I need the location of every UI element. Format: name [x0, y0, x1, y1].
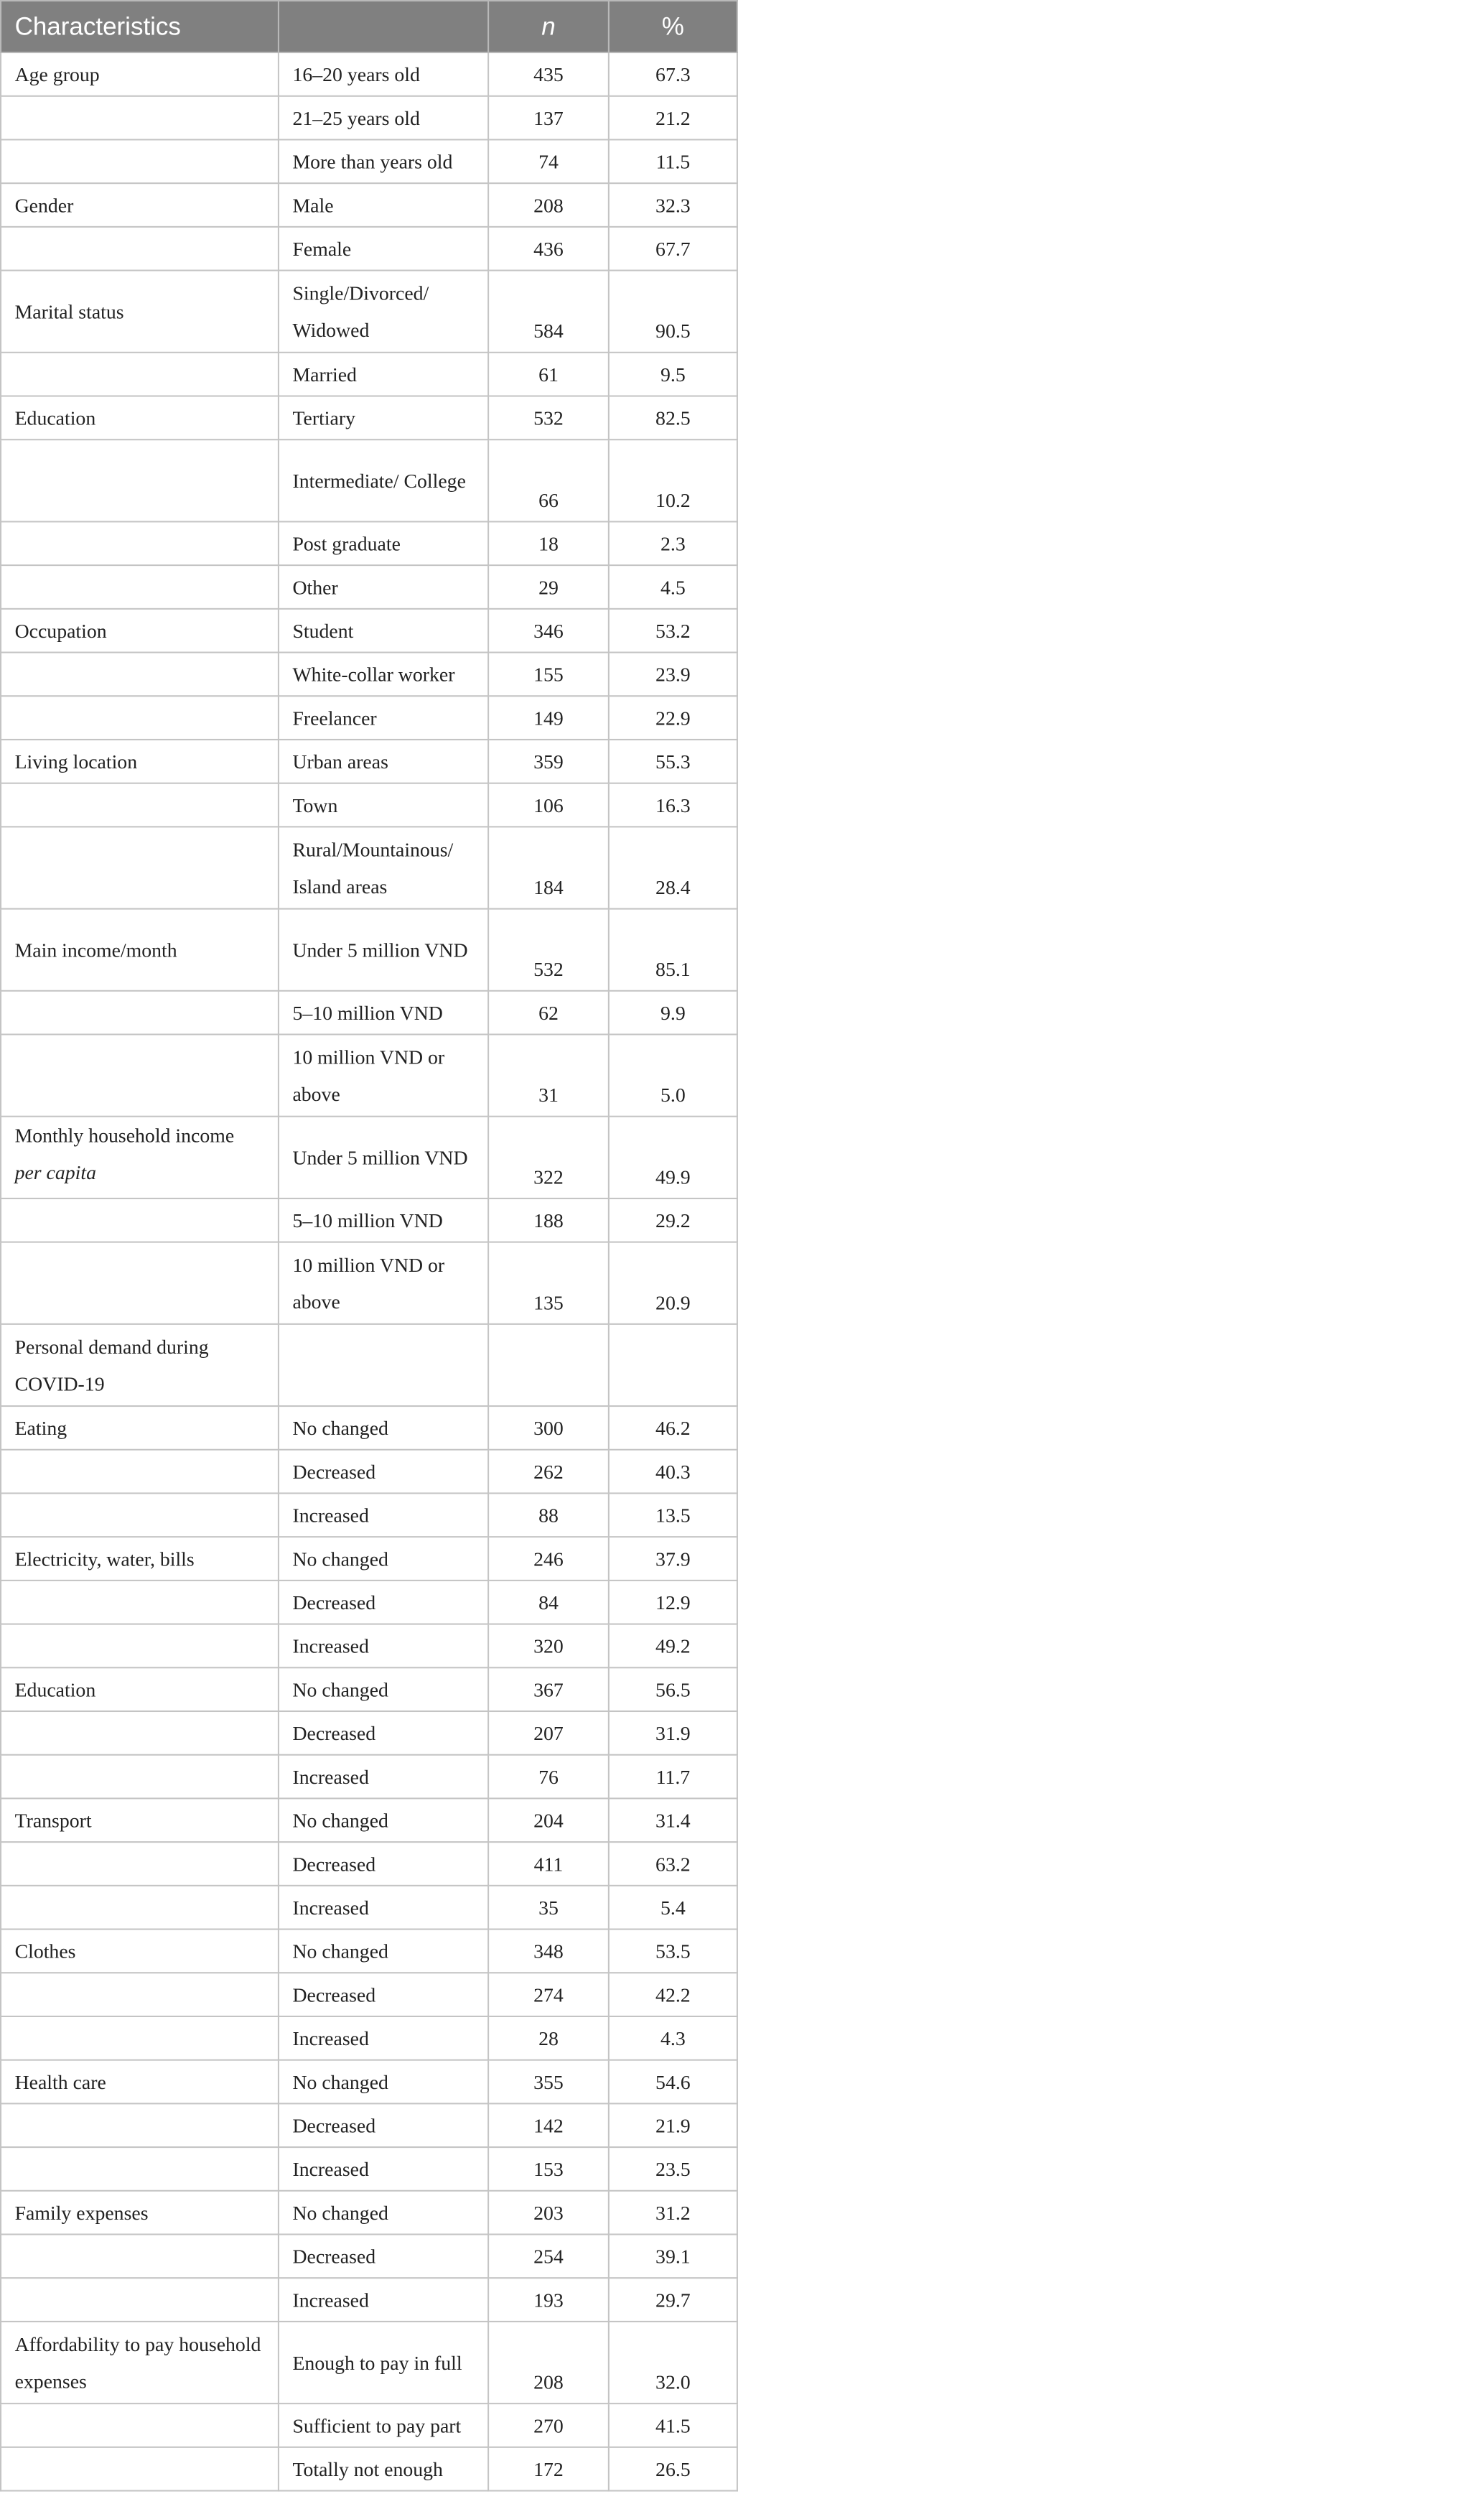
- characteristic-cell: [1, 653, 279, 697]
- percent-cell: 16.3: [609, 783, 737, 827]
- characteristic-cell: [1, 1973, 279, 2016]
- percent-cell: 67.3: [609, 52, 737, 96]
- table-row: [1, 696, 737, 740]
- table-row: [1, 2234, 737, 2278]
- characteristic-cell: [1, 565, 279, 609]
- percent-cell: 90.5: [609, 271, 737, 353]
- characteristic-cell: Family expenses: [1, 2191, 279, 2235]
- characteristic-cell: [1, 521, 279, 565]
- category-cell: Male: [279, 183, 488, 227]
- category-cell: Intermediate/ College: [279, 439, 488, 521]
- percent-cell: 32.3: [609, 183, 737, 227]
- percent-cell: 4.5: [609, 565, 737, 609]
- table-row: [1, 1755, 737, 1799]
- n-cell: 88: [488, 1493, 609, 1537]
- n-cell: 135: [488, 1242, 609, 1324]
- category-cell: More than years old: [279, 139, 488, 183]
- category-cell: Increased: [279, 1755, 488, 1799]
- category-cell: 10 million VND or above: [279, 1242, 488, 1324]
- characteristic-cell: Transport: [1, 1798, 279, 1842]
- percent-cell: 20.9: [609, 1242, 737, 1324]
- table-row: [1, 2147, 737, 2191]
- category-cell: No changed: [279, 2191, 488, 2235]
- characteristic-cell: Eating: [1, 1406, 279, 1450]
- table-row: [1, 1973, 737, 2016]
- table-row: [1, 2103, 737, 2147]
- table-row: [1, 271, 737, 353]
- n-cell: 584: [488, 271, 609, 353]
- percent-cell: 4.3: [609, 2016, 737, 2060]
- n-cell: 106: [488, 783, 609, 827]
- percent-cell: 11.7: [609, 1755, 737, 1799]
- n-cell: 35: [488, 1886, 609, 1930]
- n-cell: 355: [488, 2060, 609, 2104]
- percent-cell: 2.3: [609, 521, 737, 565]
- table-row: [1, 740, 737, 783]
- n-cell: [488, 1324, 609, 1406]
- percent-cell: 49.9: [609, 1117, 737, 1199]
- percent-cell: 46.2: [609, 1406, 737, 1450]
- percent-cell: 23.9: [609, 653, 737, 697]
- characteristic-cell: [1, 2147, 279, 2191]
- header-n: n: [488, 1, 609, 52]
- table-row: [1, 1242, 737, 1324]
- table-row: [1, 1711, 737, 1755]
- characteristic-cell: Clothes: [1, 1930, 279, 1973]
- characteristic-cell: [1, 1493, 279, 1537]
- category-cell: No changed: [279, 1537, 488, 1581]
- category-cell: Other: [279, 565, 488, 609]
- percent-cell: 9.5: [609, 353, 737, 396]
- table-row: [1, 396, 737, 440]
- percent-cell: 67.7: [609, 227, 737, 271]
- n-cell: 367: [488, 1667, 609, 1711]
- n-cell: 29: [488, 565, 609, 609]
- table-header: [1, 1, 737, 52]
- percent-cell: 31.2: [609, 2191, 737, 2235]
- table-row: [1, 2060, 737, 2104]
- characteristic-cell: [1, 1117, 279, 1199]
- table-row: [1, 991, 737, 1035]
- percent-cell: 55.3: [609, 740, 737, 783]
- percent-cell: 54.6: [609, 2060, 737, 2104]
- category-cell: Increased: [279, 1886, 488, 1930]
- n-cell: 149: [488, 696, 609, 740]
- n-cell: 532: [488, 909, 609, 991]
- category-cell: 5–10 million VND: [279, 1199, 488, 1242]
- category-cell: Rural/Mountainous/ Island areas: [279, 827, 488, 908]
- characteristic-cell: [1, 96, 279, 140]
- table-row: [1, 353, 737, 396]
- characteristic-cell: [1, 139, 279, 183]
- category-cell: Tertiary: [279, 396, 488, 440]
- category-cell: 5–10 million VND: [279, 991, 488, 1035]
- n-cell: 142: [488, 2103, 609, 2147]
- category-cell: Urban areas: [279, 740, 488, 783]
- characteristic-label: Monthly household income: [14, 1125, 235, 1147]
- n-cell: 84: [488, 1581, 609, 1624]
- category-cell: Under 5 million VND: [279, 909, 488, 991]
- characteristic-cell: [1, 696, 279, 740]
- characteristic-cell: Personal demand during COVID-19: [1, 1324, 279, 1406]
- n-cell: 346: [488, 609, 609, 653]
- n-cell: 62: [488, 991, 609, 1035]
- characteristic-cell: Education: [1, 1667, 279, 1711]
- n-cell: 300: [488, 1406, 609, 1450]
- header-subcategory: [279, 1, 488, 52]
- header-row: [1, 1, 737, 52]
- n-cell: 411: [488, 1842, 609, 1886]
- table-row: [1, 1117, 737, 1199]
- percent-cell: 53.2: [609, 609, 737, 653]
- n-cell: 322: [488, 1117, 609, 1199]
- characteristic-cell: [1, 2403, 279, 2447]
- category-cell: Post graduate: [279, 521, 488, 565]
- n-cell: 193: [488, 2278, 609, 2322]
- table-body: [1, 52, 737, 2490]
- n-cell: 61: [488, 353, 609, 396]
- category-cell: Increased: [279, 2016, 488, 2060]
- percent-cell: 21.9: [609, 2103, 737, 2147]
- category-cell: Single/Divorced/ Widowed: [279, 271, 488, 353]
- characteristic-cell: [1, 1242, 279, 1324]
- percent-cell: 37.9: [609, 1537, 737, 1581]
- table-row: [1, 439, 737, 521]
- category-cell: No changed: [279, 1930, 488, 1973]
- table-row: [1, 183, 737, 227]
- table-row: [1, 1624, 737, 1668]
- category-cell: No changed: [279, 1406, 488, 1450]
- characteristic-cell: [1, 1450, 279, 1494]
- percent-cell: 23.5: [609, 2147, 737, 2191]
- category-cell: 10 million VND or above: [279, 1035, 488, 1117]
- table-row: [1, 1667, 737, 1711]
- table-row: [1, 1324, 737, 1406]
- percent-cell: 41.5: [609, 2403, 737, 2447]
- n-cell: 359: [488, 740, 609, 783]
- n-cell: 31: [488, 1035, 609, 1117]
- percent-cell: 9.9: [609, 991, 737, 1035]
- table-row: [1, 1930, 737, 1973]
- percent-cell: 5.4: [609, 1886, 737, 1930]
- characteristic-cell: [1, 1581, 279, 1624]
- characteristic-cell: Health care: [1, 2060, 279, 2104]
- n-cell: 320: [488, 1624, 609, 1668]
- table-row: [1, 565, 737, 609]
- table-row: [1, 2191, 737, 2235]
- characteristic-cell: [1, 2234, 279, 2278]
- percent-cell: 26.5: [609, 2447, 737, 2491]
- characteristic-cell: [1, 2278, 279, 2322]
- table-row: [1, 1842, 737, 1886]
- n-cell: 203: [488, 2191, 609, 2235]
- table-row: [1, 521, 737, 565]
- table-row: [1, 783, 737, 827]
- percent-cell: 49.2: [609, 1624, 737, 1668]
- percent-cell: 29.2: [609, 1199, 737, 1242]
- characteristic-cell: [1, 353, 279, 396]
- characteristic-cell: Main income/month: [1, 909, 279, 991]
- percent-cell: 28.4: [609, 827, 737, 908]
- category-cell: Under 5 million VND: [279, 1117, 488, 1199]
- category-cell: 21–25 years old: [279, 96, 488, 140]
- percent-cell: 32.0: [609, 2322, 737, 2403]
- n-cell: 137: [488, 96, 609, 140]
- category-cell: Female: [279, 227, 488, 271]
- characteristic-cell: Marital status: [1, 271, 279, 353]
- table-row: [1, 139, 737, 183]
- table-row: [1, 909, 737, 991]
- percent-cell: 13.5: [609, 1493, 737, 1537]
- category-cell: Increased: [279, 2278, 488, 2322]
- characteristic-cell: Living location: [1, 740, 279, 783]
- n-cell: 74: [488, 139, 609, 183]
- characteristic-cell: [1, 1755, 279, 1799]
- table-row: [1, 2447, 737, 2491]
- percent-cell: 42.2: [609, 1973, 737, 2016]
- percent-cell: 85.1: [609, 909, 737, 991]
- characteristic-cell: Affordability to pay household expenses: [1, 2322, 279, 2403]
- n-cell: 66: [488, 439, 609, 521]
- percent-cell: 5.0: [609, 1035, 737, 1117]
- characteristic-cell: [1, 1842, 279, 1886]
- table-row: [1, 1886, 737, 1930]
- characteristic-cell: Electricity, water, bills: [1, 1537, 279, 1581]
- percent-cell: 63.2: [609, 1842, 737, 1886]
- table-row: [1, 2016, 737, 2060]
- category-cell: Decreased: [279, 1711, 488, 1755]
- table-row: [1, 1493, 737, 1537]
- characteristic-cell: [1, 2447, 279, 2491]
- percent-cell: 22.9: [609, 696, 737, 740]
- characteristic-cell: [1, 783, 279, 827]
- n-cell: 246: [488, 1537, 609, 1581]
- category-cell: Sufficient to pay part: [279, 2403, 488, 2447]
- category-cell: Increased: [279, 1493, 488, 1537]
- table-row: [1, 1798, 737, 1842]
- n-cell: 270: [488, 2403, 609, 2447]
- characteristic-cell: [1, 2016, 279, 2060]
- category-cell: Student: [279, 609, 488, 653]
- table-row: [1, 1537, 737, 1581]
- n-cell: 348: [488, 1930, 609, 1973]
- table-row: [1, 653, 737, 697]
- characteristic-cell: [1, 1199, 279, 1242]
- percent-cell: 29.7: [609, 2278, 737, 2322]
- table-row: [1, 1199, 737, 1242]
- category-cell: Town: [279, 783, 488, 827]
- table-row: [1, 2322, 737, 2403]
- characteristic-cell: Occupation: [1, 609, 279, 653]
- n-cell: 204: [488, 1798, 609, 1842]
- characteristics-table: [0, 0, 738, 2492]
- category-cell: No changed: [279, 1798, 488, 1842]
- characteristic-label-italic: per capita: [14, 1161, 97, 1184]
- n-cell: 436: [488, 227, 609, 271]
- category-cell: Decreased: [279, 2103, 488, 2147]
- category-cell: Decreased: [279, 1973, 488, 2016]
- characteristic-cell: [1, 1624, 279, 1668]
- category-cell: No changed: [279, 1667, 488, 1711]
- characteristic-cell: [1, 1886, 279, 1930]
- n-cell: 28: [488, 2016, 609, 2060]
- category-cell: Totally not enough: [279, 2447, 488, 2491]
- header-characteristics: Characteristics: [1, 1, 279, 52]
- category-cell: Decreased: [279, 1842, 488, 1886]
- characteristic-cell: [1, 227, 279, 271]
- table-row: [1, 52, 737, 96]
- table-row: [1, 2403, 737, 2447]
- percent-cell: 12.9: [609, 1581, 737, 1624]
- category-cell: White-collar worker: [279, 653, 488, 697]
- n-cell: 76: [488, 1755, 609, 1799]
- table-row: [1, 1035, 737, 1117]
- characteristic-cell: [1, 827, 279, 908]
- n-cell: 184: [488, 827, 609, 908]
- characteristic-cell: Education: [1, 396, 279, 440]
- n-cell: 208: [488, 183, 609, 227]
- table-row: [1, 96, 737, 140]
- category-cell: [279, 1324, 488, 1406]
- n-cell: 254: [488, 2234, 609, 2278]
- table-row: [1, 1581, 737, 1624]
- table-row: [1, 609, 737, 653]
- n-cell: 153: [488, 2147, 609, 2191]
- percent-cell: 31.9: [609, 1711, 737, 1755]
- n-cell: 18: [488, 521, 609, 565]
- percent-cell: 21.2: [609, 96, 737, 140]
- characteristic-cell: [1, 1711, 279, 1755]
- n-cell: 155: [488, 653, 609, 697]
- table-row: [1, 1406, 737, 1450]
- characteristic-cell: [1, 1035, 279, 1117]
- n-cell: 435: [488, 52, 609, 96]
- category-cell: Decreased: [279, 2234, 488, 2278]
- category-cell: 16–20 years old: [279, 52, 488, 96]
- percent-cell: 39.1: [609, 2234, 737, 2278]
- category-cell: Decreased: [279, 1581, 488, 1624]
- category-cell: Freelancer: [279, 696, 488, 740]
- characteristic-cell: Age group: [1, 52, 279, 96]
- category-cell: Increased: [279, 1624, 488, 1668]
- characteristic-cell: [1, 2103, 279, 2147]
- category-cell: Married: [279, 353, 488, 396]
- table-row: [1, 2278, 737, 2322]
- percent-cell: 10.2: [609, 439, 737, 521]
- n-cell: 188: [488, 1199, 609, 1242]
- table-row: [1, 1450, 737, 1494]
- percent-cell: 31.4: [609, 1798, 737, 1842]
- percent-cell: 40.3: [609, 1450, 737, 1494]
- characteristic-cell: [1, 991, 279, 1035]
- n-cell: 172: [488, 2447, 609, 2491]
- percent-cell: [609, 1324, 737, 1406]
- percent-cell: 56.5: [609, 1667, 737, 1711]
- category-cell: No changed: [279, 2060, 488, 2104]
- header-percent: %: [609, 1, 737, 52]
- n-cell: 274: [488, 1973, 609, 2016]
- category-cell: Increased: [279, 2147, 488, 2191]
- percent-cell: 82.5: [609, 396, 737, 440]
- table-row: [1, 827, 737, 908]
- n-cell: 262: [488, 1450, 609, 1494]
- table-row: [1, 227, 737, 271]
- percent-cell: 11.5: [609, 139, 737, 183]
- n-cell: 532: [488, 396, 609, 440]
- n-cell: 208: [488, 2322, 609, 2403]
- characteristic-cell: [1, 439, 279, 521]
- category-cell: Decreased: [279, 1450, 488, 1494]
- n-cell: 207: [488, 1711, 609, 1755]
- category-cell: Enough to pay in full: [279, 2322, 488, 2403]
- percent-cell: 53.5: [609, 1930, 737, 1973]
- characteristic-cell: Gender: [1, 183, 279, 227]
